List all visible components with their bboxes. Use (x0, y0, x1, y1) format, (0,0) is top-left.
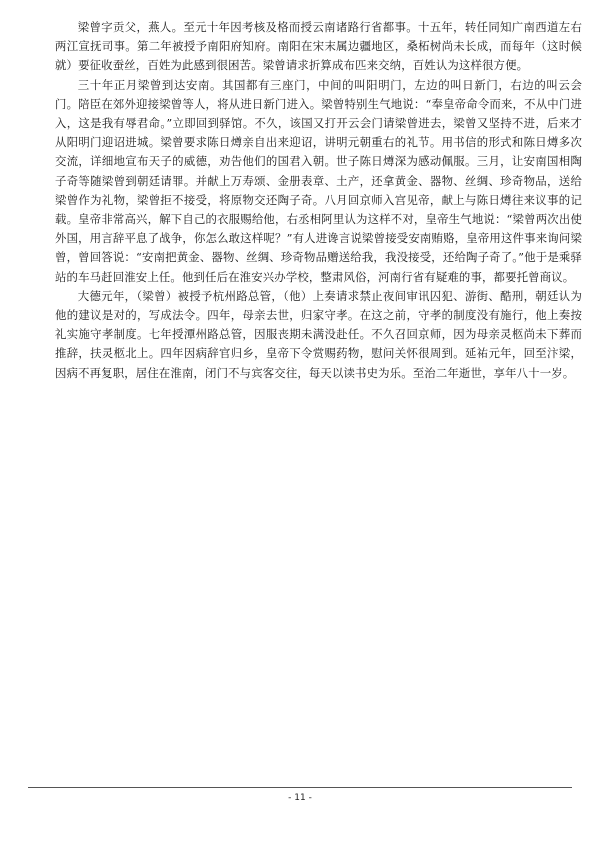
paragraph-2: 三十年正月梁曾到达安南。其国都有三座门，中间的叫阳明门，左边的叫日新门，右边的叫云会门。陪臣在郊外迎接梁曾等人，将从进日新门进入。梁曾特别生气地说：“奉皇帝命令而来，不从中门进入，这是我有辱君命。”立即回到驿馆。不久，该国又打开云会门请梁曾进去，梁曾又坚持不进，后来才从阳明门迎诏进城。梁曾要求陈日燇亲自出来迎诏，讲明元朝重右的礼节。用书信的形式和陈日燇多次交流，详细地宣布天子的威德，劝告他们的国君入朝。世子陈日燇深为感动佩服。三月，让安南国相陶子奇等随梁曾到朝廷请罪。并献上万寿颂、金册表章、土产，还拿黄金、器物、丝绸、珍奇物品，送给梁曾作为礼物，梁曾拒不接受，将原物交还陶子奇。八月回京师入宫见帝，献上与陈日燇往来议事的记载。皇帝非常高兴，解下自己的衣服赐给他，右丞相阿里认为这样不对，皇帝生气地说：“梁曾两次出使外国，用言辞平息了战争，你怎么敢这样呢？”有人进谗言说梁曾接受安南贿赂，皇帝用这件事来询问梁曾，曾回答说：“安南把黄金、器物、丝绸、珍奇物品赠送给我，我没接受，还给陶子奇了。”他于是乘驿站的车马赶回淮安上任。他到任后在淮安兴办学校，整肃风俗，河南行省有疑难的事，都要托曾商议。 (55, 77, 582, 284)
footer-divider (28, 787, 572, 788)
page-number: - 11 - (288, 793, 312, 803)
document-body (55, 18, 582, 383)
paragraph-1: 梁曾字贡父，燕人。至元十年因考核及格而授云南诸路行省都事。十五年，转任同知广南西道左右两江宣抚司事。第二年被授予南阳府知府。南阳在宋末属边疆地区，桑柘树尚未长成，而每年（这时候就）要征收蚕丝，百姓为此感到很困苦。梁曾请求折算成布匹来交纳，百姓认为这样很方便。 (55, 20, 582, 73)
paragraph-3: 大德元年，（梁曾）被授予杭州路总管，（他）上奏请求禁止夜间审讯囚犯、游街、酷刑，朝廷认为他的建议是对的，写成法令。四年，母亲去世，归家守孝。在这之前，守孝的制度没有施行，他上奏按礼实施守孝制度。七年授潭州路总管，因服丧期未满没赴任。不久召回京师，因为母亲灵柩尚未下葬而推辞，扶灵柩北上。四年因病辞官归乡，皇帝下令赏赐药物，慰问关怀很周到。延祐元年，回至汴梁，因病不再复职，居住在淮南，闭门不与宾客交往，每天以读书史为乐。至治二年逝世，享年八十一岁。 (55, 288, 582, 380)
